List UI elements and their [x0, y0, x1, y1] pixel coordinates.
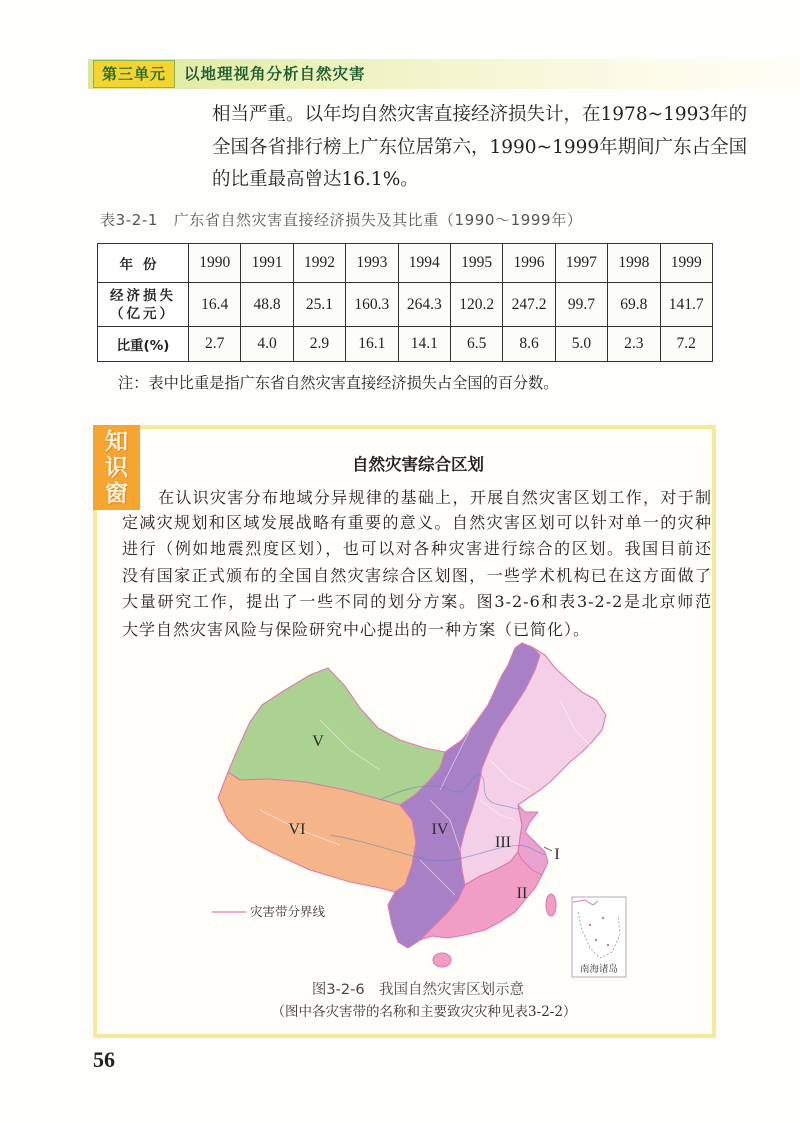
table-row-ratio: [98, 327, 713, 362]
zone-label-vi: VI: [288, 821, 306, 838]
zone-i-leader-line: [544, 847, 552, 851]
loss-cell: 48.8: [241, 283, 293, 327]
knowledge-title: 自然灾害综合区划: [352, 455, 484, 474]
china-hazard-zone-map: [200, 630, 640, 990]
intro-line: 的比重最高曾达16.1%。: [212, 169, 419, 190]
year-cell: 1993: [346, 244, 398, 283]
intro-line: 相当严重。以年均自然灾害直接经济损失计，在1978~1993年的: [212, 104, 748, 125]
tag-char: 窗: [105, 480, 128, 507]
table-note: 注：表中比重是指广东省自然灾害直接经济损失占全国的百分数。: [118, 374, 559, 392]
knowledge-line: 在认识灾害分布地域分异规律的基础上，开展自然灾害区划工作，对于制: [158, 488, 712, 507]
unit-title: 以地理视角分析自然灾害: [184, 65, 366, 83]
zone-label-iv: IV: [431, 821, 449, 838]
knowledge-line: 进行（例如地震烈度区划），也可以对各种灾害进行综合的区划。我国目前还: [122, 539, 712, 558]
year-cell: 1990: [189, 244, 241, 283]
year-cell: 1995: [450, 244, 502, 283]
year-cell: 1996: [503, 244, 555, 283]
loss-cell: 99.7: [555, 283, 607, 327]
inset-island: [595, 939, 597, 941]
tag-char: 识: [105, 454, 128, 481]
loss-cell: 16.4: [189, 283, 241, 327]
ratio-cell: 2.3: [608, 327, 660, 362]
year-cell: 1992: [293, 244, 345, 283]
ratio-row-label: 比重(%): [98, 327, 189, 362]
ratio-cell: 14.1: [398, 327, 450, 362]
year-cell: 1997: [555, 244, 607, 283]
unit-badge: 第三单元: [93, 60, 175, 88]
figure-subcaption: （图中各灾害带的名称和主要致灾灾种见表3-2-2）: [271, 1004, 577, 1020]
year-cell: 1999: [660, 244, 712, 283]
inset-label: 南海诸岛: [579, 964, 619, 975]
inset-island: [589, 924, 591, 926]
knowledge-line: 大学自然灾害风险与保险研究中心提出的一种方案（已简化）。: [122, 620, 591, 639]
knowledge-line: 定减灾规划和区域发展战略有重要的意义。自然灾害区划可以针对单一的灾种: [122, 513, 712, 532]
ratio-cell: 7.2: [660, 327, 712, 362]
ratio-cell: 2.9: [293, 327, 345, 362]
tag-char: 知: [105, 428, 128, 455]
ratio-cell: 5.0: [555, 327, 607, 362]
ratio-cell: 2.7: [189, 327, 241, 362]
table-row-year: [98, 244, 713, 283]
zone-label-ii: II: [516, 885, 528, 902]
loss-label-line2: （亿元）: [110, 305, 176, 322]
inset-island: [602, 917, 604, 919]
ratio-cell: 8.6: [503, 327, 555, 362]
zone-label-iii: III: [495, 834, 511, 851]
economic-loss-table: [97, 243, 713, 362]
loss-cell: 141.7: [660, 283, 712, 327]
loss-label-line1: 经济损失: [110, 287, 176, 304]
loss-cell: 247.2: [503, 283, 555, 327]
year-row-label: 年份: [98, 244, 189, 283]
loss-cell: 264.3: [398, 283, 450, 327]
loss-cell: 25.1: [293, 283, 345, 327]
ratio-cell: 4.0: [241, 327, 293, 362]
taiwan-island: [546, 894, 556, 916]
ratio-cell: 16.1: [346, 327, 398, 362]
year-cell: 1991: [241, 244, 293, 283]
year-cell: 1998: [608, 244, 660, 283]
legend-label: 灾害带分界线: [250, 904, 326, 919]
figure-caption: 图3-2-6 我国自然灾害区划示意: [311, 982, 525, 998]
hainan-island: [433, 953, 451, 967]
ratio-cell: 6.5: [450, 327, 502, 362]
knowledge-line: 没有国家正式颁布的全国自然灾害综合区划图，一些学术机构已在这方面做了: [122, 566, 712, 585]
loss-row-label: [98, 283, 189, 327]
knowledge-line: 大量研究工作，提出了一些不同的划分方案。图3-2-6和表3-2-2是北京师范: [122, 592, 712, 611]
table-row-loss: [98, 283, 713, 327]
page-number: 56: [93, 1047, 115, 1072]
knowledge-window-tag: [93, 425, 140, 510]
loss-cell: 69.8: [608, 283, 660, 327]
intro-line: 全国各省排行榜上广东位居第六，1990~1999年期间广东占全国: [212, 137, 748, 158]
year-cell: 1994: [398, 244, 450, 283]
zone-label-i: I: [554, 846, 560, 863]
loss-cell: 120.2: [450, 283, 502, 327]
inset-island: [607, 944, 609, 946]
zone-label-v: V: [312, 733, 324, 750]
table-caption: 表3-2-1 广东省自然灾害直接经济损失及其比重（1990～1999年）: [100, 211, 583, 229]
loss-cell: 160.3: [346, 283, 398, 327]
